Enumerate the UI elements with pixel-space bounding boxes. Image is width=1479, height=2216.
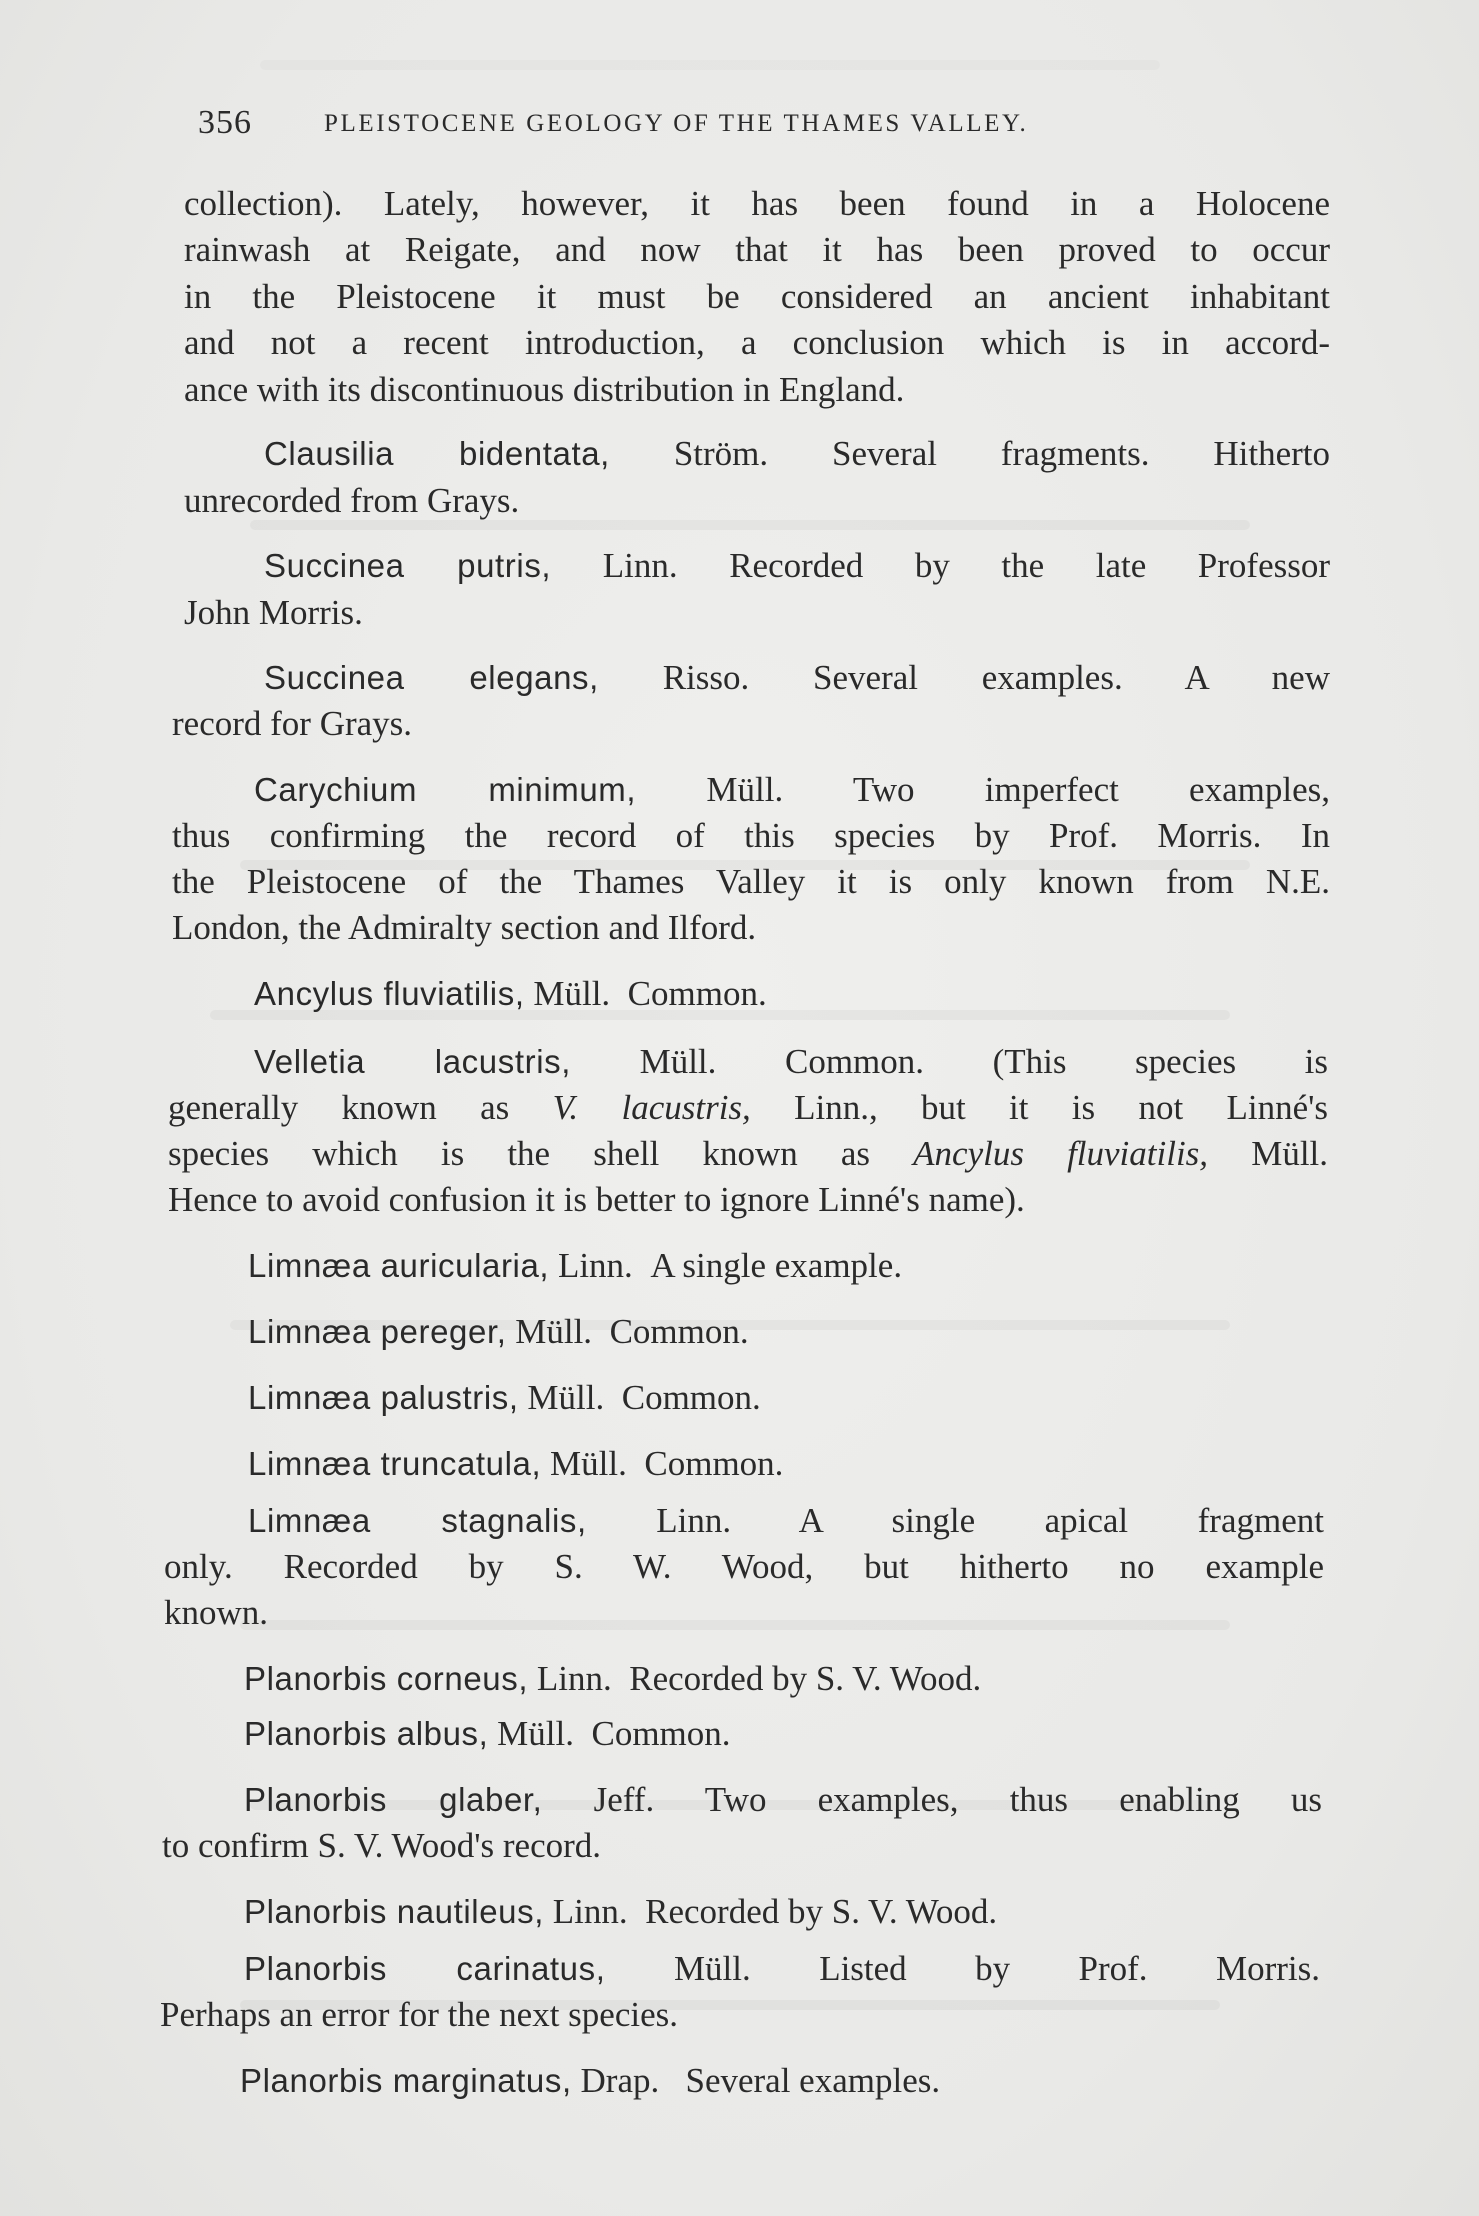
- text-line: London, the Admiralty section and Ilford.: [172, 908, 757, 947]
- text-line: and not a recent introduction, a conclusion which is in accord-: [184, 323, 1330, 362]
- entry-planorbis-carinatus: [244, 1945, 1320, 1992]
- species-authority: Müll.: [706, 770, 784, 809]
- entry-note: Several fragments. Hitherto: [832, 434, 1330, 473]
- species-name: Limnæa auricularia,: [248, 1247, 550, 1284]
- running-title: PLEISTOCENE GEOLOGY OF THE THAMES VALLEY.: [324, 110, 1029, 137]
- species-authority: Linn.: [536, 1659, 612, 1698]
- text-line: to confirm S. V. Wood's record.: [162, 1826, 602, 1865]
- entry-note: Common.: [644, 1444, 784, 1483]
- text-line: unrecorded from Grays.: [184, 481, 520, 520]
- species-name: Planorbis nautileus,: [244, 1893, 545, 1930]
- italic-species: Ancylus fluviatilis,: [913, 1134, 1209, 1173]
- species-authority: Ström.: [673, 434, 769, 473]
- entry-limnaea-stagnalis: [248, 1497, 1324, 1544]
- species-authority: Müll.: [639, 1042, 717, 1081]
- species-name: Limnæa stagnalis,: [248, 1502, 587, 1539]
- text-line: ance with its discontinuous distribution in England.: [184, 370, 905, 409]
- entry-note: Two imperfect examples,: [852, 770, 1330, 809]
- entry-planorbis-corneus: [244, 1655, 981, 1702]
- species-authority: Linn.: [602, 546, 678, 585]
- species-authority: Jeff.: [593, 1780, 655, 1819]
- entry-planorbis-marginatus: [240, 2057, 940, 2104]
- species-authority: Risso.: [662, 658, 750, 697]
- page-number: 356: [198, 104, 252, 141]
- text-line: the Pleistocene of the Thames Valley it is only known from N.E.: [172, 862, 1330, 901]
- text-line: [168, 1130, 1328, 1177]
- species-authority: Müll.: [515, 1312, 593, 1351]
- text-line: Hence to avoid confusion it is better to ignore Linné's name).: [168, 1180, 1025, 1219]
- entry-note: Common.: [609, 1312, 749, 1351]
- entry-note: A single apical fragment: [798, 1501, 1324, 1540]
- species-name: Limnæa palustris,: [248, 1379, 519, 1416]
- text-fragment: Müll.: [1251, 1134, 1329, 1173]
- species-name: Limnæa truncatula,: [248, 1445, 542, 1482]
- text-line: in the Pleistocene it must be considered an ancient inhabitant: [184, 277, 1330, 316]
- text-line: thus confirming the record of this species by Prof. Morris. In: [172, 816, 1330, 855]
- running-header: [198, 104, 1308, 144]
- entry-note: Common. (This species is: [784, 1042, 1329, 1081]
- entry-note: Recorded by S. V. Wood.: [645, 1892, 998, 1931]
- text-line: John Morris.: [184, 593, 363, 632]
- entry-note: A single example.: [650, 1246, 903, 1285]
- species-authority: Müll.: [497, 1714, 574, 1753]
- species-authority: Linn.: [656, 1501, 732, 1540]
- entry-note: Common.: [627, 974, 767, 1013]
- entry-note: Recorded by S. V. Wood.: [629, 1659, 982, 1698]
- text-fragment: species which is the shell known as: [168, 1134, 871, 1173]
- text-line: [168, 1084, 1328, 1131]
- species-name: Planorbis glaber,: [244, 1781, 543, 1818]
- entry-succinea-putris: [264, 542, 1330, 589]
- entry-limnaea-truncatula: [248, 1440, 783, 1487]
- species-name: Planorbis carinatus,: [244, 1950, 606, 1987]
- text-line: rainwash at Reigate, and now that it has been proved to occur: [184, 230, 1330, 269]
- text-fragment: generally known as: [168, 1088, 510, 1127]
- species-name: Velletia lacustris,: [254, 1043, 571, 1080]
- species-authority: Linn.: [557, 1246, 633, 1285]
- entry-ancylus: [254, 970, 767, 1017]
- entry-limnaea-palustris: [248, 1374, 761, 1421]
- species-authority: Müll.: [533, 974, 611, 1013]
- entry-note: Listed by Prof. Morris.: [819, 1949, 1321, 1988]
- text-fragment: Linn., but it is not Linné's: [794, 1088, 1329, 1127]
- species-name: Planorbis albus,: [244, 1715, 489, 1752]
- entry-velletia: [254, 1038, 1328, 1085]
- entry-note: Common.: [591, 1714, 731, 1753]
- species-name: Planorbis corneus,: [244, 1660, 529, 1697]
- entry-planorbis-albus: [244, 1710, 731, 1757]
- species-name: Clausilia bidentata,: [264, 435, 610, 472]
- entry-carychium: [254, 766, 1330, 813]
- species-authority: Linn.: [552, 1892, 628, 1931]
- species-name: Succinea putris,: [264, 547, 552, 584]
- species-name: Succinea elegans,: [264, 659, 599, 696]
- text-line: only. Recorded by S. W. Wood, but hitherto no example: [164, 1547, 1324, 1586]
- species-name: Carychium minimum,: [254, 771, 637, 808]
- entry-note: Recorded by the late Professor: [729, 546, 1331, 585]
- italic-species: V. lacustris,: [552, 1088, 751, 1127]
- text-line: collection). Lately, however, it has been found in a Holocene: [184, 184, 1330, 223]
- entry-succinea-elegans: [264, 654, 1330, 701]
- entry-note: Two examples, thus enabling us: [704, 1780, 1322, 1819]
- text-line: record for Grays.: [172, 704, 413, 743]
- text-line: known.: [164, 1593, 269, 1632]
- species-authority: Müll.: [527, 1378, 605, 1417]
- species-authority: Müll.: [550, 1444, 627, 1483]
- species-authority: Müll.: [673, 1949, 751, 1988]
- entry-planorbis-nautileus: [244, 1888, 997, 1935]
- entry-note: Several examples. A new: [813, 658, 1330, 697]
- text-line: Perhaps an error for the next species.: [160, 1995, 678, 2034]
- species-name: Planorbis marginatus,: [240, 2062, 572, 2099]
- entry-note: Common.: [621, 1378, 761, 1417]
- entry-limnaea-pereger: [248, 1308, 749, 1355]
- entry-planorbis-glaber: [244, 1776, 1322, 1823]
- entry-clausilia: [264, 430, 1330, 477]
- entry-limnaea-auricularia: [248, 1242, 902, 1289]
- entry-note: Several examples.: [685, 2061, 941, 2100]
- species-name: Limnæa pereger,: [248, 1313, 507, 1350]
- species-name: Ancylus fluviatilis,: [254, 975, 525, 1012]
- species-authority: Drap.: [580, 2061, 660, 2100]
